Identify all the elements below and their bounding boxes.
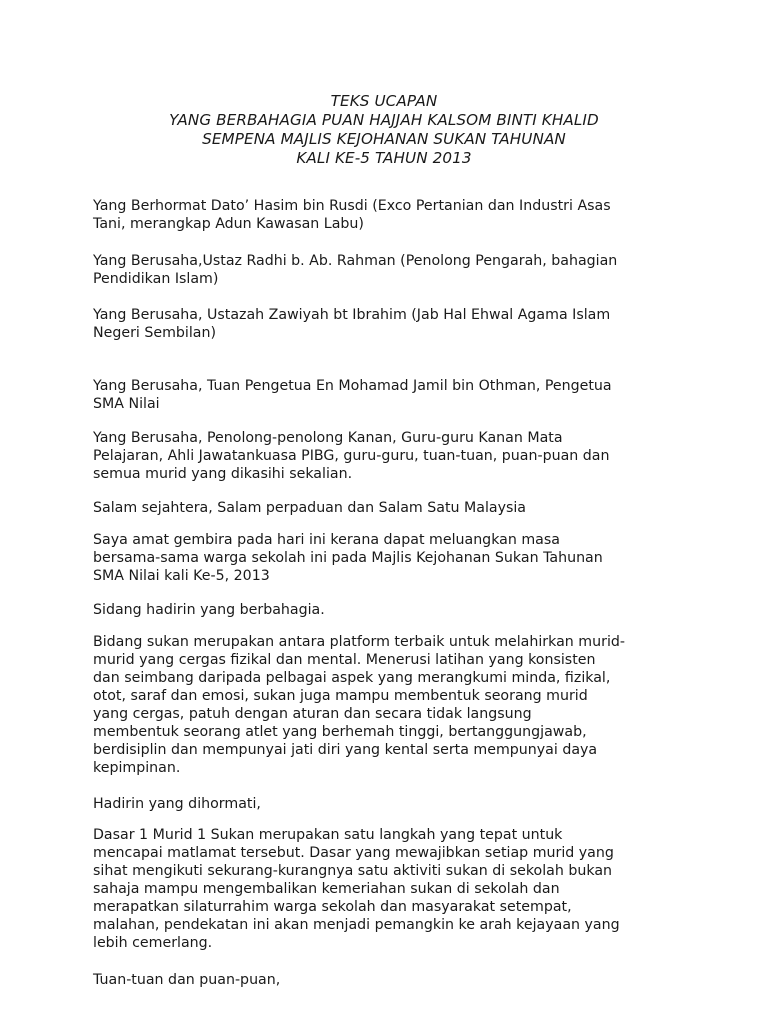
text-line: otot, saraf dan emosi, sukan juga mampu membentuk seorang murid — [93, 688, 588, 704]
text-line: berdisiplin dan mempunyai jati diri yang kental serta mempunyai daya — [93, 742, 598, 758]
text-line: Pendidikan Islam) — [93, 271, 219, 287]
text-line: Negeri Sembilan) — [93, 325, 217, 341]
text-line: murid yang cergas fizikal dan mental. Menerusi latihan yang konsisten — [93, 652, 596, 668]
text-line: sihat mengikuti sekurang-kurangnya satu aktiviti sukan di sekolah bukan — [93, 863, 613, 879]
text-line: Sidang hadirin yang berbahagia. — [93, 602, 325, 618]
text-line: Yang Berusaha,Ustaz Radhi b. Ab. Rahman (Penolong Pengarah, bahagian — [93, 253, 618, 269]
salutation-paragraph — [93, 377, 673, 413]
text-line: Hadirin yang dihormati, — [93, 796, 261, 812]
text-line: SMA Nilai kali Ke-5, 2013 — [93, 568, 270, 584]
body-paragraph — [93, 826, 673, 952]
salutation-paragraph — [93, 252, 673, 288]
text-line: semua murid yang dikasihi sekalian. — [93, 466, 353, 482]
body-paragraph — [93, 633, 673, 777]
text-line: membentuk seorang atlet yang berhemah tinggi, bertanggungjawab, — [93, 724, 587, 740]
salutation-paragraph — [93, 306, 673, 342]
text-line: malahan, pendekatan ini akan menjadi pemangkin ke arah kejayaan yang — [93, 917, 620, 933]
text-line: dan seimbang daripada pelbagai aspek yang merangkumi minda, fizikal, — [93, 670, 611, 686]
text-line: Tuan-tuan dan puan-puan, — [93, 972, 281, 988]
address-paragraph — [93, 971, 673, 989]
salutation-paragraph — [93, 197, 673, 233]
text-line: sahaja mampu mengembalikan kemeriahan sukan di sekolah dan — [93, 881, 560, 897]
text-line: Bidang sukan merupakan antara platform terbaik untuk melahirkan murid- — [93, 634, 626, 650]
text-line: kepimpinan. — [93, 760, 181, 776]
title-line: SEMPENA MAJLIS KEJOHANAN SUKAN TAHUNAN — [202, 130, 566, 148]
address-paragraph — [93, 795, 673, 813]
text-line: Salam sejahtera, Salam perpaduan dan Salam Satu Malaysia — [93, 500, 527, 516]
text-line: mencapai matlamat tersebut. Dasar yang mewajibkan setiap murid yang — [93, 845, 614, 861]
text-line: Dasar 1 Murid 1 Sukan merupakan satu langkah yang tepat untuk — [93, 827, 563, 843]
body-paragraph — [93, 531, 673, 585]
text-line: Saya amat gembira pada hari ini kerana dapat meluangkan masa — [93, 532, 560, 548]
text-line: SMA Nilai — [93, 396, 160, 412]
speech-title — [0, 92, 768, 168]
text-line: bersama-sama warga sekolah ini pada Majlis Kejohanan Sukan Tahunan — [93, 550, 603, 566]
text-line: Yang Berusaha, Tuan Pengetua En Mohamad Jamil bin Othman, Pengetua — [93, 378, 612, 394]
text-line: Tani, merangkap Adun Kawasan Labu) — [93, 216, 364, 232]
text-line: merapatkan silaturrahim warga sekolah dan masyarakat setempat, — [93, 899, 572, 915]
salutation-paragraph — [93, 429, 673, 483]
text-line: Pelajaran, Ahli Jawatankuasa PIBG, guru-guru, tuan-tuan, puan-puan dan — [93, 448, 610, 464]
text-line: yang cergas, patuh dengan aturan dan secara tidak langsung — [93, 706, 532, 722]
greeting-paragraph — [93, 499, 673, 517]
text-line: Yang Berusaha, Penolong-penolong Kanan, Guru-guru Kanan Mata — [93, 430, 563, 446]
address-paragraph — [93, 601, 673, 619]
text-line: Yang Berusaha, Ustazah Zawiyah bt Ibrahim (Jab Hal Ehwal Agama Islam — [93, 307, 611, 323]
title-line: KALI KE-5 TAHUN 2013 — [296, 149, 472, 167]
title-line: TEKS UCAPAN — [330, 92, 438, 110]
text-line: lebih cemerlang. — [93, 935, 213, 951]
text-line: Yang Berhormat Dato’ Hasim bin Rusdi (Exco Pertanian dan Industri Asas — [93, 198, 611, 214]
title-line: YANG BERBAHAGIA PUAN HAJJAH KALSOM BINTI KHALID — [169, 111, 599, 129]
